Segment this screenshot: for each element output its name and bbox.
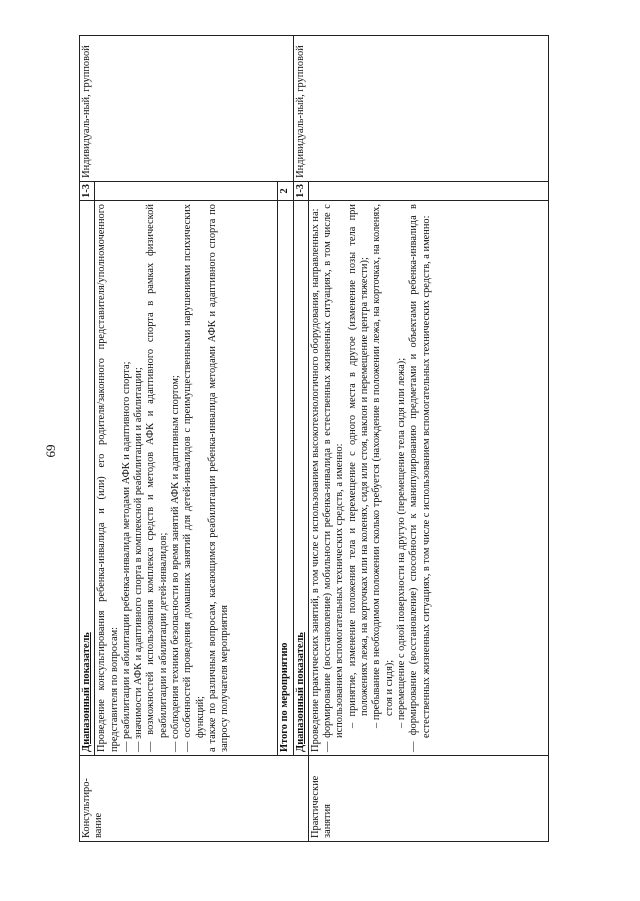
form-cell (80, 36, 294, 182)
activity-name-cell (308, 755, 548, 841)
practice-item: — формирование (восстановление) способности к манипулированию предметами и объектами ребенка-инвалида в естественных жизненных ситуациях, в том числе с использованием вспомогательных технических средств, а именно: (408, 204, 432, 752)
range-indicator-value: 1-3 (293, 181, 308, 200)
consult-item: — особенностей проведения домашних занятий для детей-инвалидов с преимущественными нарушениями психических функций; (182, 204, 206, 752)
practice-subitem: – принятие, изменение положения тела и перемещение с одного места в другое (изменение позы тела при положениях лежа, на корточках или на коленях, сидя или стоя, наклон и перемещение центра тяжести); (346, 204, 371, 728)
empty-cell (308, 181, 548, 200)
activity-name: Консультиро-вание (81, 778, 105, 838)
page-number: 69 (43, 444, 58, 458)
total-value: 2 (278, 181, 293, 200)
range-indicator-value: 1-3 (80, 181, 95, 200)
practice-subitem: – перемещение с одной поверхности на другую (перемещение тела сидя или лежа); (395, 357, 407, 728)
consult-content (95, 201, 278, 756)
empty-cell (95, 181, 278, 200)
form-cell (293, 36, 548, 182)
range-indicator-label: Диапазонный показатель (80, 201, 95, 756)
total-label: Итого по мероприятию (278, 201, 293, 756)
form-text: Индивидуаль-ный, групповой (294, 45, 306, 178)
consult-item: — соблюдения техники безопасности во время занятий АФК и адаптивным спортом; (170, 375, 182, 752)
consult-item: — возможностей использования комплекса средств и методов АФК и адаптивного спорта в рамках физической реабилитации и абилитации детей-инвалидов; (145, 204, 169, 752)
rotated-table-wrapper (79, 35, 549, 842)
consult-item: — реабилитации и абилитации ребенка-инвалида методами АФК и адаптивного спорта; (120, 361, 132, 752)
activity-name: Практические занятия (309, 775, 334, 838)
consult-outro: а также по различным вопросам, касающимся реабилитации ребенка-инвалида методами АФК и адаптивного спорта по запросу получателя мероприятия (206, 204, 231, 752)
practice-subitem: – пребывание в необходимом положении сколько требуется (нахождение в положении лежа, на корточках, на коленях, стоя и сидя); (371, 204, 395, 728)
consult-item: — значимости АФК и адаптивного спорта в комплексной реабилитации и абилитации; (133, 367, 145, 752)
practice-intro: Проведение практических занятий, в том числе с использованием высокотехнологичного оборудования, направленных на: (309, 208, 321, 752)
range-indicator-label: Диапазонный показатель (293, 201, 308, 756)
practice-content (308, 201, 548, 756)
practice-item: — формирование (восстановление) мобильности ребенка-инвалида в естественных жизненных ситуациях, в том числе с использованием вспомогательных технических средств, а именно: (322, 204, 346, 752)
activity-table (79, 35, 549, 842)
consult-intro: Проведение консультирования ребенка-инвалида и (или) его родителя/законного представителя/уполномоченного представителя по вопросам: (96, 204, 120, 752)
table-row (80, 36, 95, 842)
activity-name-cell (80, 755, 309, 841)
form-text: Индивидуаль-ный, групповой (81, 45, 92, 178)
table-row (293, 36, 308, 842)
